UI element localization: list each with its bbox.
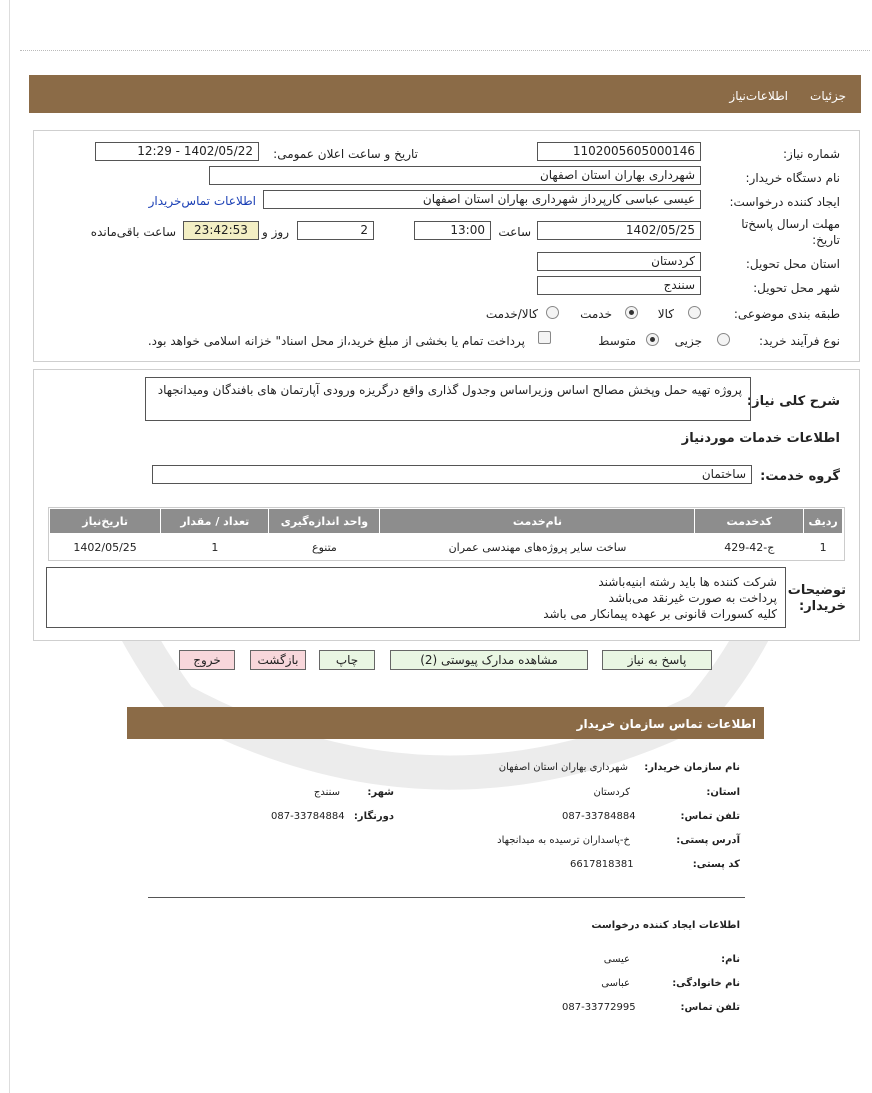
days-label: روز و [262,225,289,239]
contact-org-label: نام سازمان خریدار: [644,762,740,773]
service-group-field: ساختمان [152,465,752,484]
process-option-medium: متوسط [598,334,636,348]
contact-address-value: خ-پاسداران ترسیده به میدانجهاد [497,835,630,846]
contact-fax-value: 087-33784884 [271,811,345,822]
contact-city-label: شهر: [367,787,394,798]
description-box [145,377,751,421]
table-header-row-num: ردیف [804,509,843,534]
creator-family-label: نام خانوادگی: [672,978,740,989]
buyer-org-field: شهرداری بهاران استان اصفهان [209,166,701,185]
buyer-contact-link[interactable]: اطلاعات تماس‌خریدار [148,194,256,208]
cell-row-num: 1 [819,540,827,554]
documents-button[interactable]: مشاهده مدارک پیوستی (2) [390,650,588,670]
payment-note: پرداخت تمام یا بخشی از مبلغ خرید،از محل اسناد" خزانه اسلامی خواهد بود. [147,334,525,348]
announce-field: 1402/05/22 - 12:29 [95,142,259,161]
table-header-code: کدخدمت [695,509,804,534]
service-group-label: گروه خدمت: [760,469,840,484]
table-row [50,534,843,561]
reply-button[interactable]: پاسخ به نیاز [602,650,712,670]
contact-province-label: استان: [706,787,740,798]
contact-province-value: کردستان [593,787,630,798]
province-field: کردستان [537,252,701,271]
category-option-goods-service: کالا/خدمت [485,307,538,321]
creator-info-title: اطلاعات ایجاد کننده درخواست [591,920,740,931]
back-button[interactable]: بازگشت [250,650,306,670]
services-title: اطلاعات خدمات موردنیاز [681,431,840,446]
category-option-service: خدمت [580,307,612,321]
left-border [9,0,10,1093]
description-label: شرح کلی نیاز: [746,394,840,409]
tab-details[interactable]: جزئیات [810,89,846,103]
contact-title: اطلاعات تماس سازمان خریدار [576,717,756,731]
deadline-time-label: ساعت [498,225,531,239]
buyer-note-line: کلیه کسورات قانونی بر عهده پیمانکار می باشد [543,607,777,621]
creator-family-value: عباسی [601,978,630,989]
cell-unit: متنوع [312,540,337,554]
need-number-field: 1102005605000146 [537,142,701,161]
buyer-notes-label-1: توضیحات [787,583,846,598]
deadline-label-2: تاریخ: [812,233,840,247]
need-number-label: شماره نیاز: [783,147,840,161]
cell-name: ساخت سایر پروژه‌های مهندسی عمران [448,540,627,554]
buyer-notes-label-2: خریدار: [799,599,846,614]
province-label: استان محل تحویل: [745,257,840,271]
deadline-label-1: مهلت ارسال پاسخ‌تا [741,217,840,231]
contact-postal-label: کد پستی: [692,859,740,870]
creator-phone-label: تلفن تماس: [680,1002,740,1013]
top-divider [20,50,870,51]
payment-checkbox[interactable] [538,331,551,344]
tab-need-info[interactable]: اطلاعات‌نیاز [729,89,788,103]
creator-label: ایجاد کننده درخواست: [729,195,840,209]
table-header-date: تاریخ‌نیاز [50,509,161,534]
city-field: سنندج [537,276,701,295]
exit-button[interactable]: خروج [179,650,235,670]
buyer-note-line: پرداخت به صورت غیرنقد می‌باشد [608,591,777,605]
announce-label: تاریخ و ساعت اعلان عمومی: [273,147,418,161]
creator-name-label: نام: [721,954,740,965]
process-radio-minor[interactable] [717,333,730,346]
deadline-date-field: 1402/05/25 [537,221,701,240]
contact-phone-label: تلفن تماس: [680,811,740,822]
cell-code: ج-42-429 [724,540,775,554]
tab-header [29,75,861,113]
process-radio-medium[interactable] [646,333,659,346]
contact-header [127,707,764,739]
contact-city-value: سنندج [313,787,340,798]
category-radio-goods[interactable] [688,306,701,319]
buyer-note-line: شرکت کننده ها باید رشته ابنیه‌باشند [598,575,777,589]
category-label: طبقه بندی موضوعی: [733,307,840,321]
table-header-name: نام‌خدمت [380,509,695,534]
creator-field: عیسی عباسی کارپرداز شهرداری بهاران استان اصفهان [263,190,701,209]
cell-qty: 1 [211,540,219,554]
cell-date: 1402/05/25 [73,540,137,554]
days-field: 2 [297,221,374,240]
process-option-minor: جزیی [674,334,702,348]
services-table [49,508,843,560]
category-option-goods: کالا [657,307,674,321]
table-header-row [50,509,843,534]
table-header-qty: تعداد / مقدار [161,509,269,534]
category-radio-goods-service[interactable] [546,306,559,319]
process-label: نوع فرآیند خرید: [759,334,840,348]
contact-phone-value: 087-33784884 [562,811,636,822]
contact-postal-value: 6617818381 [570,859,634,870]
description-text: پروژه تهیه حمل وپخش مصالح اساس وزیراساس وجدول گذاری واقع درگریزه ورودی آپارتمان های بافندگان ومیدانجهاد [157,383,742,397]
contact-divider [148,897,745,898]
remaining-time-field: 23:42:53 [183,221,259,240]
category-radio-service[interactable] [625,306,638,319]
deadline-time-field: 13:00 [414,221,491,240]
table-header-unit: واحد اندازه‌گیری [269,509,380,534]
city-label: شهر محل تحویل: [753,281,840,295]
print-button[interactable]: چاپ [319,650,375,670]
creator-name-value: عیسی [603,954,630,965]
need-info-panel [33,130,860,362]
buyer-org-label: نام دستگاه خریدار: [745,171,840,185]
buyer-notes-box [46,567,786,628]
remaining-label: ساعت باقی‌مانده [90,225,176,239]
contact-address-label: آدرس پستی: [676,835,740,846]
creator-phone-value: 087-33772995 [562,1002,636,1013]
contact-fax-label: دورنگار: [353,811,394,822]
contact-org-value: شهرداری بهاران استان اصفهان [498,762,628,773]
